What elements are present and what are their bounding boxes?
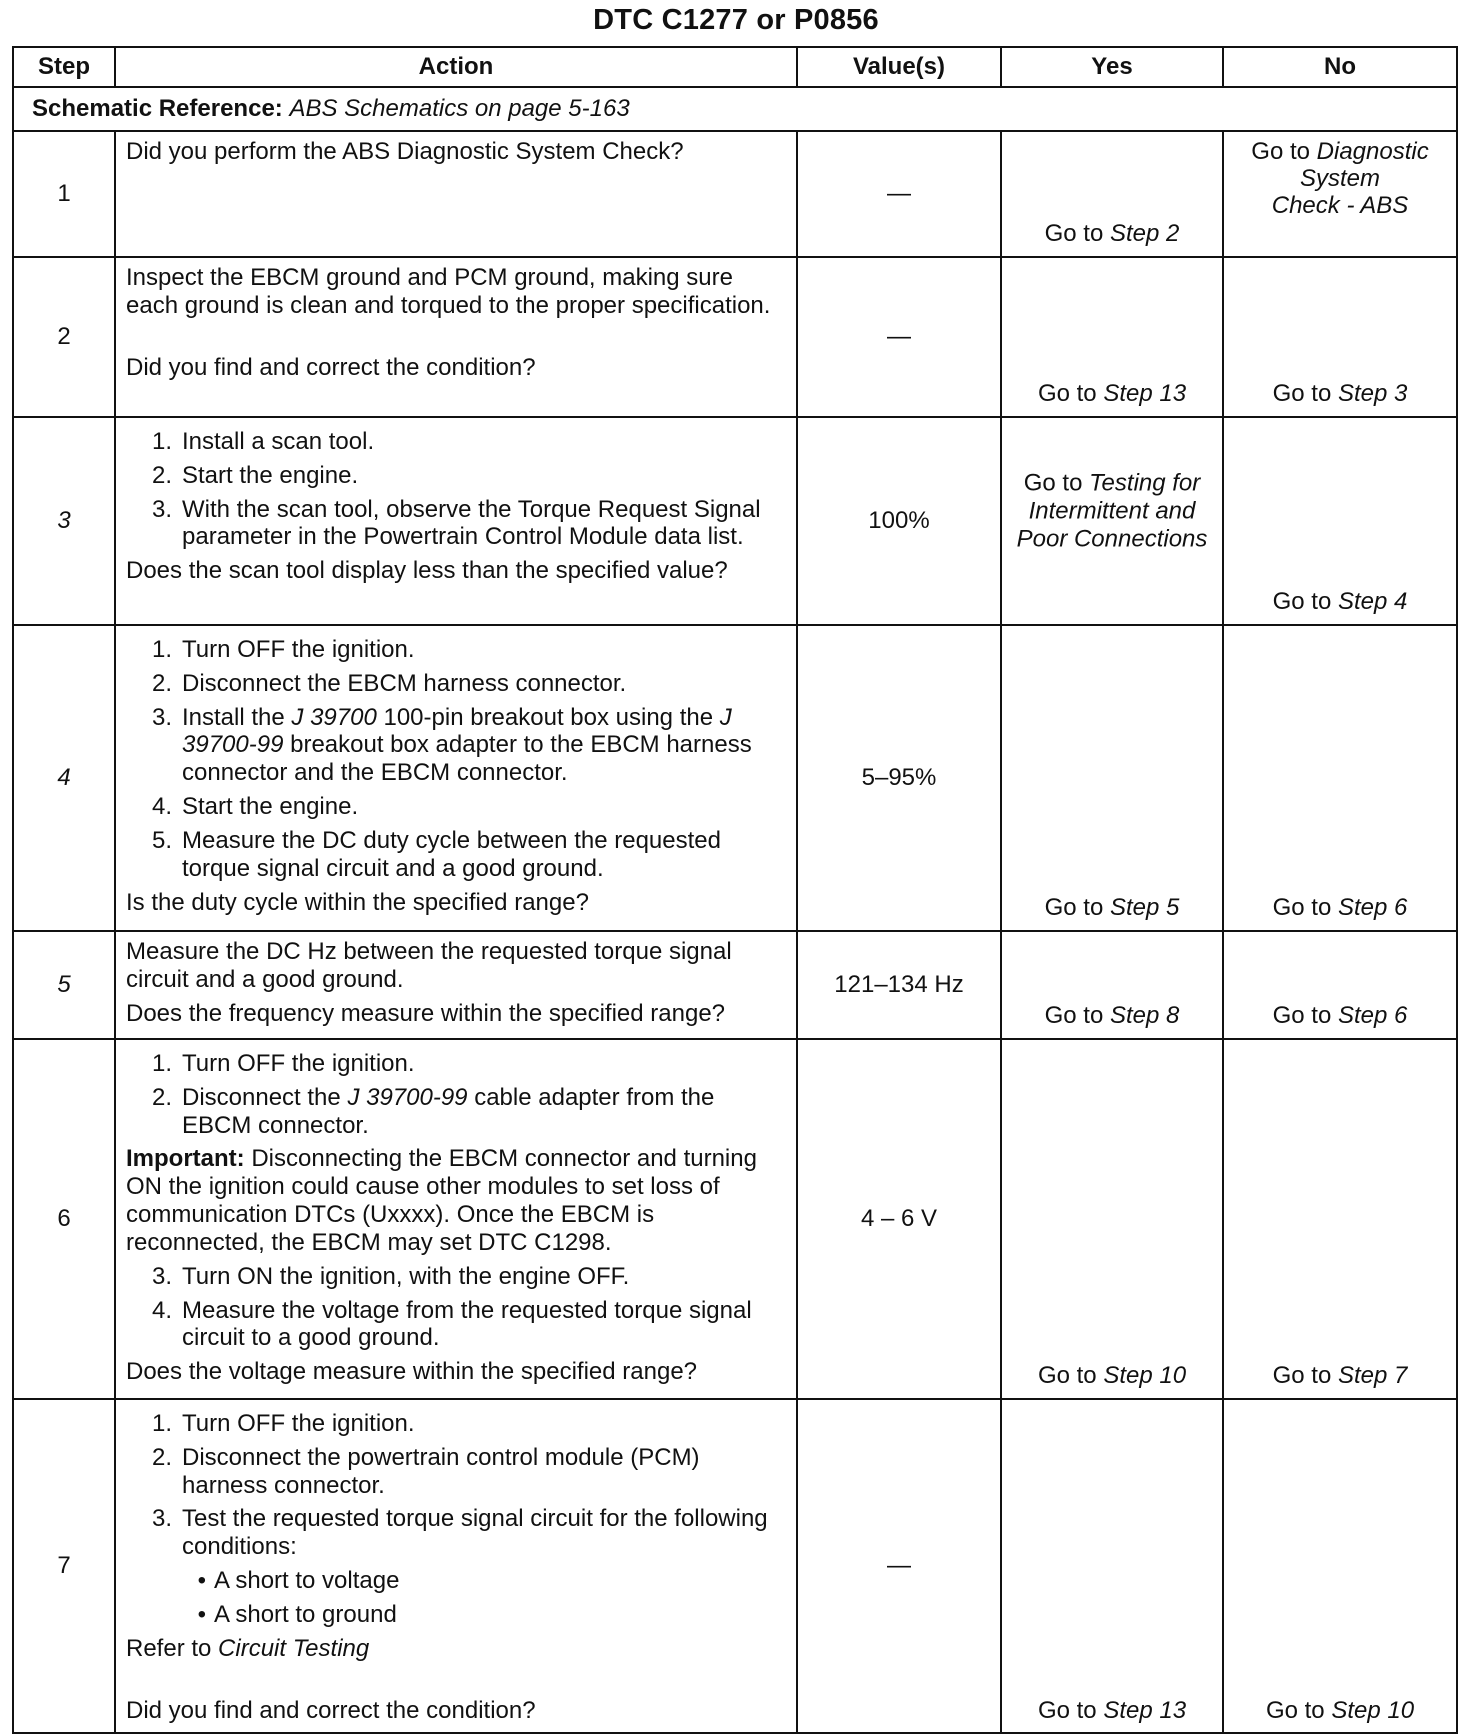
go-to-text: Go to <box>1044 894 1104 922</box>
list-item <box>126 462 788 490</box>
no-step-link: Step 10 <box>1331 1696 1415 1724</box>
go-to-text: Go to <box>1272 1002 1332 1030</box>
yes-cell <box>1001 1039 1223 1399</box>
tool-ref: J 39700-99 <box>182 703 732 759</box>
table-row <box>13 417 1457 625</box>
item-number: 3. <box>151 495 172 523</box>
header-row <box>13 47 1457 87</box>
no-step-link: Step 4 <box>1337 588 1408 616</box>
item-number: 1. <box>151 1050 172 1077</box>
action-steps <box>126 636 788 883</box>
value-cell <box>797 625 1001 931</box>
header-yes: Yes <box>1001 47 1223 87</box>
action-steps <box>126 1410 788 1561</box>
action-cell <box>115 257 797 417</box>
list-item <box>126 670 788 698</box>
no-step-link: Step 7 <box>1337 1362 1408 1390</box>
item-text: Test the requested torque signal circuit for the following conditions: <box>182 1505 768 1561</box>
yes-step-link: Intermittent and <box>1028 497 1196 525</box>
item-text: Disconnect the powertrain control module (PCM) harness connector. <box>182 1443 700 1499</box>
action-question: Did you find and correct the condition? <box>126 1696 536 1724</box>
no-step-link: Step 6 <box>1337 1002 1408 1030</box>
item-text <box>182 1084 788 1140</box>
page-title: DTC C1277 or P0856 <box>593 4 879 36</box>
list-item <box>126 1410 788 1438</box>
action-steps <box>126 1263 788 1352</box>
step-number: 1 <box>13 131 115 257</box>
action-cell <box>115 1039 797 1399</box>
step-number: 7 <box>13 1399 115 1733</box>
bullet: • <box>197 1567 206 1595</box>
table-row <box>13 625 1457 931</box>
yes-cell <box>1001 625 1223 931</box>
important-label: Important: <box>126 1145 245 1173</box>
list-item <box>126 1601 788 1629</box>
go-to-text: Go to <box>1044 220 1104 248</box>
no-step-link: System <box>1299 164 1380 192</box>
tool-ref: J 39700 <box>291 703 377 731</box>
item-number: 5. <box>151 826 172 854</box>
list-item <box>126 1567 788 1595</box>
yes-cell <box>1001 931 1223 1039</box>
schematic-link: ABS Schematics on page 5-163 <box>289 95 630 123</box>
yes-result <box>1002 1002 1222 1030</box>
yes-result <box>1002 1697 1222 1725</box>
list-item <box>126 1084 788 1140</box>
value-cell <box>797 931 1001 1039</box>
item-text-part: breakout box adapter to the EBCM harness connector and the EBCM connector. <box>182 731 752 787</box>
item-text: With the scan tool, observe the Torque Request Signal parameter in the Powertrain Control Module data list. <box>182 495 761 551</box>
action-steps <box>126 428 788 551</box>
no-cell <box>1223 417 1457 625</box>
item-text <box>182 704 788 787</box>
item-text: Start the engine. <box>182 461 359 489</box>
step-number: 2 <box>13 257 115 417</box>
item-number: 4. <box>151 793 172 821</box>
action-question: Does the scan tool display less than the specified value? <box>126 557 728 585</box>
no-step-link: Check - ABS <box>1271 191 1409 219</box>
tool-ref: J 39700-99 <box>347 1083 468 1111</box>
schematic-reference-row <box>13 87 1457 131</box>
refer-note <box>126 1635 788 1663</box>
action-question: Did you perform the ABS Diagnostic System Check? <box>126 138 684 165</box>
bullet: • <box>197 1600 206 1628</box>
header-step: Step <box>13 47 115 87</box>
action-question: Does the frequency measure within the specified range? <box>126 999 726 1027</box>
go-to-text: Go to <box>1251 138 1310 165</box>
item-text: Turn OFF the ignition. <box>182 636 415 663</box>
value-cell <box>797 1039 1001 1399</box>
go-to-text: Go to <box>1272 380 1332 408</box>
item-text: A short to ground <box>214 1600 397 1628</box>
action-text: Measure the DC Hz between the requested torque signal circuit and a good ground. <box>126 938 732 993</box>
item-text: Disconnect the EBCM harness connector. <box>182 669 627 697</box>
go-to-text: Go to <box>1037 1362 1097 1390</box>
go-to-text: Go to <box>1044 1002 1104 1030</box>
schematic-reference <box>13 87 1457 131</box>
action-cell <box>115 625 797 931</box>
list-item <box>126 1297 788 1353</box>
value-text: 100% <box>868 507 930 535</box>
step-number: 3 <box>13 417 115 625</box>
no-cell <box>1223 131 1457 257</box>
yes-cell <box>1001 131 1223 257</box>
table-row <box>13 1399 1457 1733</box>
go-to-text: Go to <box>1023 469 1083 497</box>
yes-step-link: Step 13 <box>1103 1696 1187 1724</box>
item-text: Start the engine. <box>182 793 359 821</box>
yes-result <box>1002 469 1222 552</box>
action-text: Inspect the EBCM ground and PCM ground, making sure each ground is clean and torqued to the proper specification. <box>126 264 771 319</box>
no-result <box>1224 380 1456 408</box>
header-values: Value(s) <box>797 47 1001 87</box>
value-cell <box>797 131 1001 257</box>
value-cell <box>797 257 1001 417</box>
no-result <box>1225 133 1455 220</box>
action-cell <box>115 131 797 257</box>
table-row <box>13 257 1457 417</box>
step-number: 5 <box>13 931 115 1039</box>
no-cell <box>1223 931 1457 1039</box>
table-row <box>13 1039 1457 1399</box>
item-number: 3. <box>151 1505 172 1533</box>
refer-link: Circuit Testing <box>218 1634 370 1662</box>
action-cell <box>115 931 797 1039</box>
step-number: 6 <box>13 1039 115 1399</box>
yes-result <box>1002 220 1222 248</box>
list-item <box>126 1050 788 1078</box>
yes-step-link: Step 13 <box>1103 380 1187 408</box>
item-number: 1. <box>151 636 172 663</box>
no-result <box>1224 1362 1456 1390</box>
go-to-text: Go to <box>1272 1362 1332 1390</box>
yes-step-link: Step 10 <box>1103 1362 1187 1390</box>
item-number: 3. <box>151 703 172 731</box>
item-text: Install a scan tool. <box>182 428 375 455</box>
action-question: Is the duty cycle within the specified range? <box>126 888 589 916</box>
action-question: Did you find and correct the condition? <box>126 353 536 381</box>
action-question: Does the voltage measure within the specified range? <box>126 1358 698 1386</box>
value-text: 121–134 Hz <box>834 971 964 999</box>
go-to-text: Go to <box>1265 1696 1325 1724</box>
no-cell <box>1223 1039 1457 1399</box>
value-cell <box>797 417 1001 625</box>
no-cell <box>1223 1399 1457 1733</box>
no-step-link: Step 3 <box>1337 380 1408 408</box>
go-to-text: Go to <box>1037 1696 1097 1724</box>
list-item <box>126 636 788 664</box>
go-to-text: Go to <box>1272 588 1332 616</box>
item-number: 1. <box>151 428 172 455</box>
go-to-text: Go to <box>1272 894 1332 922</box>
no-step-link: Step 6 <box>1337 894 1408 922</box>
value-text: 4 – 6 V <box>860 1205 938 1233</box>
item-text-part: 100-pin breakout box using the <box>383 703 714 731</box>
item-text-part: Install the <box>182 703 285 731</box>
item-number: 4. <box>151 1296 172 1324</box>
go-to-text: Go to <box>1037 380 1097 408</box>
list-item <box>126 793 788 821</box>
yes-cell <box>1001 1399 1223 1733</box>
value-text: — <box>887 1552 911 1580</box>
yes-step-link: Testing for <box>1089 469 1201 497</box>
no-result <box>1224 1002 1456 1030</box>
yes-step-link: Poor Connections <box>1016 524 1208 552</box>
item-number: 2. <box>151 1083 172 1111</box>
item-text: Turn OFF the ignition. <box>182 1050 415 1077</box>
item-number: 3. <box>151 1262 172 1290</box>
item-text-part: Disconnect the <box>182 1083 341 1111</box>
yes-result <box>1002 380 1222 408</box>
yes-cell <box>1001 417 1223 625</box>
diagnostic-table <box>12 46 1458 1734</box>
value-text: — <box>887 180 911 208</box>
no-result <box>1224 588 1456 616</box>
list-item <box>126 1444 788 1500</box>
yes-step-link: Step 8 <box>1109 1002 1180 1030</box>
header-action: Action <box>115 47 797 87</box>
yes-result <box>1002 894 1222 922</box>
item-text: Measure the voltage from the requested torque signal circuit to a good ground. <box>182 1296 752 1352</box>
item-number: 2. <box>151 1443 172 1471</box>
header-no: No <box>1223 47 1457 87</box>
yes-step-link: Step 2 <box>1109 220 1180 248</box>
step-number: 4 <box>13 625 115 931</box>
item-text: Measure the DC duty cycle between the requested torque signal circuit and a good ground. <box>182 826 721 882</box>
value-text: 5–95% <box>861 764 937 792</box>
no-cell <box>1223 625 1457 931</box>
list-item <box>126 428 788 456</box>
no-step-link: Diagnostic <box>1316 138 1429 165</box>
action-cell <box>115 1399 797 1733</box>
list-item <box>126 704 788 787</box>
yes-result <box>1002 1362 1222 1390</box>
value-text: — <box>887 323 911 351</box>
list-item <box>126 1263 788 1291</box>
item-text: Turn OFF the ignition. <box>182 1410 415 1437</box>
list-item <box>126 827 788 883</box>
important-text: Disconnecting the EBCM connector and turning ON the ignition could cause other modules to set loss of communication DTCs (Uxxxx). Once the EBCM is reconnected, the EBCM may set DTC C1298. <box>126 1145 757 1256</box>
yes-step-link: Step 5 <box>1109 894 1180 922</box>
no-result <box>1224 894 1456 922</box>
item-number: 1. <box>151 1410 172 1437</box>
item-text: Turn ON the ignition, with the engine OFF. <box>182 1262 630 1290</box>
table-row <box>13 131 1457 257</box>
yes-cell <box>1001 257 1223 417</box>
action-steps <box>126 1050 788 1139</box>
condition-list <box>126 1567 788 1629</box>
table-row <box>13 931 1457 1039</box>
important-note <box>126 1145 788 1256</box>
schematic-label: Schematic Reference: <box>32 95 283 123</box>
list-item <box>126 496 788 552</box>
item-number: 2. <box>151 461 172 489</box>
list-item <box>126 1505 788 1561</box>
item-number: 2. <box>151 669 172 697</box>
action-cell <box>115 417 797 625</box>
refer-text: Refer to <box>126 1634 212 1662</box>
item-text-part: cable adapter from the EBCM connector. <box>182 1083 715 1139</box>
no-result <box>1224 1697 1456 1725</box>
value-cell <box>797 1399 1001 1733</box>
no-cell <box>1223 257 1457 417</box>
item-text: A short to voltage <box>214 1567 400 1595</box>
